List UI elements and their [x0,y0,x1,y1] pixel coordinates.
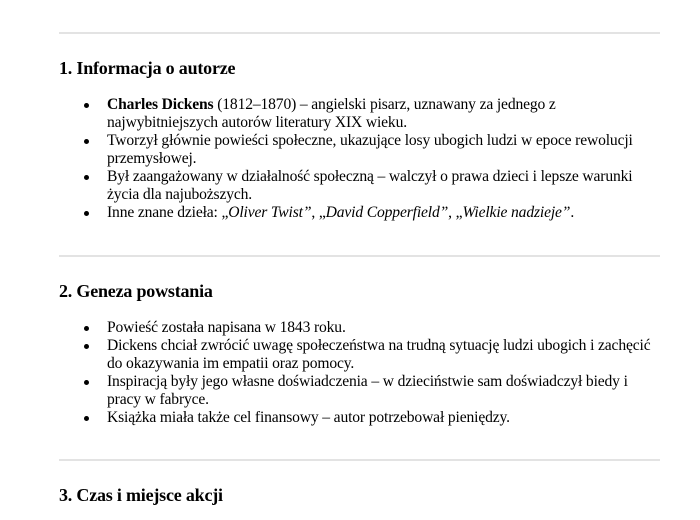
section-title: 3. Czas i miejsce akcji [59,485,223,505]
list-item [107,96,660,132]
list-item [107,337,660,373]
section-divider [59,459,660,461]
section-time-place [59,459,660,505]
bullet-icon [84,344,89,349]
work-title [462,204,570,221]
separator: , [448,204,456,221]
list-item-text: Był zaangażowany w działalność społeczną – walczył o prawa dzieci i lepsze warunki życia dla najuboższych. [107,168,633,203]
section-title: 1. Informacja o autorze [59,58,236,78]
bullet-icon [84,139,89,144]
bullet-list [59,96,660,222]
list-item-text: (1812–1870) – angielski pisarz, uznawany za jednego z najwybitniejszych autorów literatury XIX wieku. [107,96,556,131]
close-quote: ” [439,204,449,221]
section-divider [59,32,660,34]
close-quote: ” [561,204,571,221]
list-item [107,409,660,427]
work-title [326,204,449,221]
list-item [107,204,660,222]
work-title-text: Oliver Twist [228,204,303,221]
work-title-text: David Copperfield [325,204,440,221]
list-item-text: Powieść została napisana w 1843 roku. [107,319,346,336]
close-quote: ” [302,204,312,221]
list-item [107,373,660,409]
list-item [107,132,660,168]
list-item-text: Inne znane dzieła: [107,204,222,221]
sentence-end: . [570,204,575,221]
list-item [107,319,660,337]
bullet-icon [84,416,89,421]
section-divider [59,255,660,257]
list-item-text: Tworzył głównie powieści społeczne, ukazujące losy ubogich ludzi w epoce rewolucji przemysłowej. [107,132,633,167]
open-quote: „ [221,204,229,221]
open-quote: „ [455,204,463,221]
list-item-text: Dickens chciał zwrócić uwagę społeczeństwa na trudną sytuację ludzi ubogich i zachęcić do okazywania im empatii oraz pomocy. [107,337,651,372]
open-quote: „ [318,204,326,221]
section-genesis [59,255,660,427]
section-title: 2. Geneza powstania [59,281,213,301]
work-title-text: Wielkie nadzieje [462,204,562,221]
bullet-icon [84,175,89,180]
section-author-info [59,32,660,222]
bullet-icon [84,326,89,331]
separator: , [311,204,319,221]
list-item [107,168,660,204]
bullet-icon [84,103,89,108]
list-item-text: Książka miała także cel finansowy – autor potrzebował pieniędzy. [107,409,510,426]
work-title [228,204,311,221]
author-name: Charles Dickens [107,96,214,113]
list-item-text: Inspiracją były jego własne doświadczenia – w dzieciństwie sam doświadczył biedy i pracy w fabryce. [107,373,628,408]
bullet-list [59,319,660,427]
bullet-icon [84,211,89,216]
bullet-icon [84,380,89,385]
